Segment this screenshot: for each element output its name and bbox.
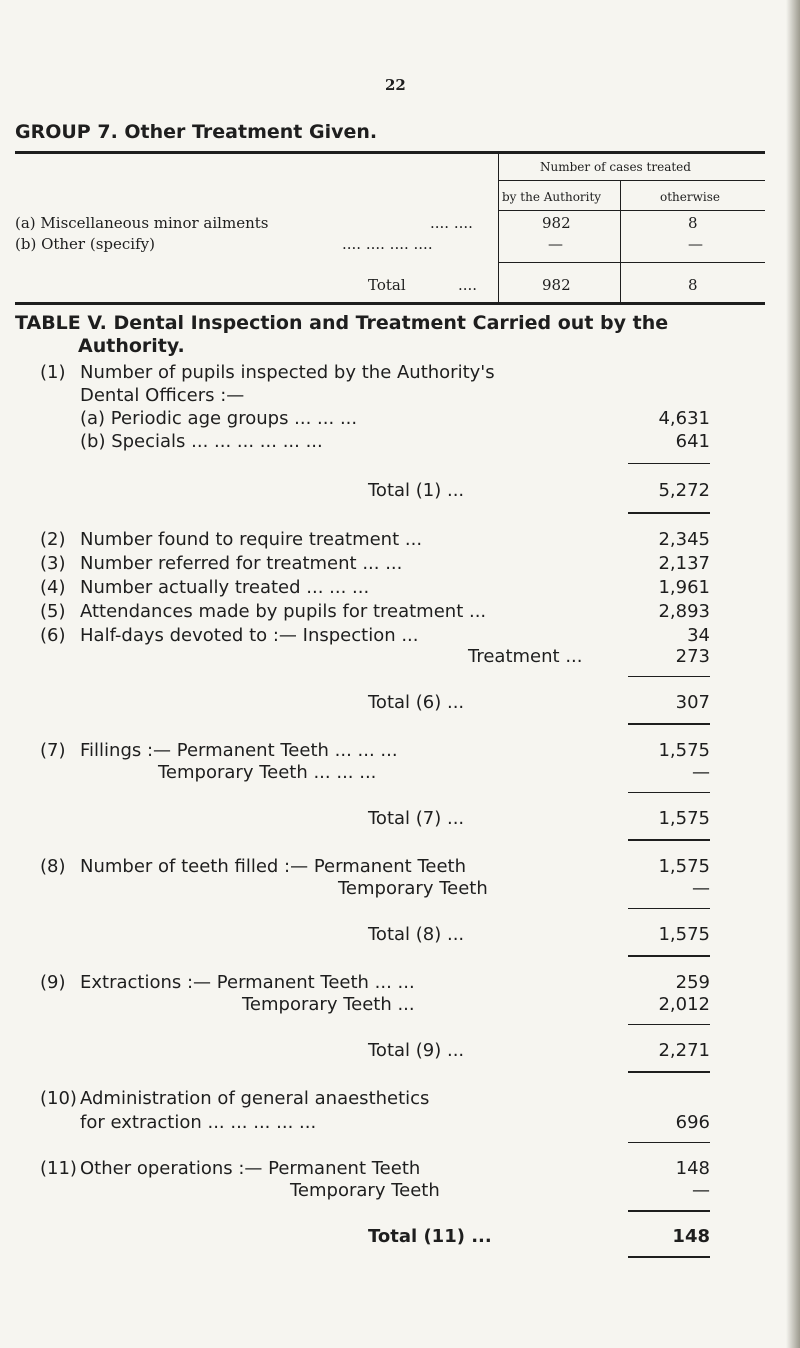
group7-bottom-rule xyxy=(15,302,765,305)
item-3-num: (3) xyxy=(40,553,66,574)
item-1b-text: (b) Specials ... ... ... ... ... ... xyxy=(80,431,323,452)
group7-row-a-authority: 982 xyxy=(542,214,571,232)
total-7-value: 1,575 xyxy=(658,808,710,829)
item-7-permanent-value: 1,575 xyxy=(658,740,710,761)
page-number: 22 xyxy=(385,76,406,94)
item-6-treatment-value: 273 xyxy=(675,646,710,667)
item-8-temporary-label: Temporary Teeth xyxy=(338,878,488,899)
group7-header-rule xyxy=(498,180,765,181)
item-9-text: Extractions :— Permanent Teeth ... ... xyxy=(80,972,415,993)
group7-row-b-label: (b) Other (specify) xyxy=(15,235,155,253)
item-5-text: Attendances made by pupils for treatment ... xyxy=(80,601,487,622)
item-1-text-cont: Dental Officers :— xyxy=(80,385,245,406)
group7-top-rule xyxy=(15,151,765,154)
total-8-value: 1,575 xyxy=(658,924,710,945)
total-1-rule xyxy=(628,463,710,464)
item-5-num: (5) xyxy=(40,601,66,622)
total-7-label: Total (7) ... xyxy=(368,808,465,829)
group7-subheader-rule xyxy=(498,210,765,211)
total-11-label: Total (11) ... xyxy=(368,1226,492,1247)
total-1-underline xyxy=(628,512,710,514)
total-8-label: Total (8) ... xyxy=(368,924,465,945)
item-1b-value: 641 xyxy=(675,431,710,452)
item-10-num: (10) xyxy=(40,1088,77,1109)
table5-title-line1: TABLE V. Dental Inspection and Treatment Carried out by the xyxy=(15,312,669,334)
total-9-label: Total (9) ... xyxy=(368,1040,465,1061)
group7-total-label: Total xyxy=(368,276,406,294)
total-9-rule xyxy=(628,1024,710,1025)
item-9-temporary-label: Temporary Teeth ... xyxy=(242,994,415,1015)
item-7-temporary-label: Temporary Teeth ... ... ... xyxy=(158,762,377,783)
item-1-num: (1) xyxy=(40,362,66,383)
item-11-top-rule xyxy=(628,1142,710,1143)
group7-header-main: Number of cases treated xyxy=(540,160,691,174)
total-7-rule xyxy=(628,792,710,793)
total-6-label: Total (6) ... xyxy=(368,692,465,713)
total-11-rule xyxy=(628,1210,710,1212)
total-11-value: 148 xyxy=(672,1226,710,1247)
page-edge-shadow xyxy=(786,0,800,1348)
total-6-rule xyxy=(628,676,710,677)
item-2-num: (2) xyxy=(40,529,66,550)
item-10-text-cont: for extraction ... ... ... ... ... xyxy=(80,1112,317,1133)
group7-row-b-otherwise: — xyxy=(688,235,703,253)
item-1a-text: (a) Periodic age groups ... ... ... xyxy=(80,408,358,429)
table5-title-line2: Authority. xyxy=(78,335,185,357)
item-1-text: Number of pupils inspected by the Authority's xyxy=(80,362,495,383)
item-8-text: Number of teeth filled :— Permanent Teeth xyxy=(80,856,466,877)
item-6-treatment-label: Treatment ... xyxy=(468,646,583,667)
group7-col-authority-header: by the Authority xyxy=(502,190,602,204)
group7-row-b-dots: .... .... .... .... xyxy=(342,235,433,253)
item-10-text: Administration of general anaesthetics xyxy=(80,1088,430,1109)
group7-row-b-authority: — xyxy=(548,235,563,253)
item-11-temporary-value: — xyxy=(692,1180,710,1201)
group7-col-otherwise-header: otherwise xyxy=(660,190,720,204)
group7-row-a-otherwise: 8 xyxy=(688,214,698,232)
total-1-label: Total (1) ... xyxy=(368,480,465,501)
group7-col-divider-mid xyxy=(620,180,621,302)
item-1a-value: 4,631 xyxy=(658,408,710,429)
total-1-value: 5,272 xyxy=(658,480,710,501)
item-11-num: (11) xyxy=(40,1158,77,1179)
total-9-value: 2,271 xyxy=(658,1040,710,1061)
item-7-temporary-value: — xyxy=(692,762,710,783)
group7-col-divider-left xyxy=(498,152,499,302)
group-7-title: GROUP 7. Other Treatment Given. xyxy=(15,121,378,143)
total-11-underline xyxy=(628,1256,710,1258)
group7-total-dots: .... xyxy=(458,276,478,294)
group7-total-rule xyxy=(498,262,765,263)
item-4-num: (4) xyxy=(40,577,66,598)
total-8-underline xyxy=(628,955,710,957)
item-3-text: Number referred for treatment ... ... xyxy=(80,553,403,574)
group7-total-authority: 982 xyxy=(542,276,571,294)
item-2-value: 2,345 xyxy=(658,529,710,550)
total-8-rule xyxy=(628,908,710,909)
item-6-text: Half-days devoted to :— Inspection ... xyxy=(80,625,419,646)
group7-row-a-dots: .... .... xyxy=(430,214,473,232)
group7-total-otherwise: 8 xyxy=(688,276,698,294)
item-4-text: Number actually treated ... ... ... xyxy=(80,577,370,598)
item-11-permanent-value: 148 xyxy=(675,1158,710,1179)
item-9-temporary-value: 2,012 xyxy=(658,994,710,1015)
item-5-value: 2,893 xyxy=(658,601,710,622)
item-11-text: Other operations :— Permanent Teeth xyxy=(80,1158,421,1179)
item-10-value: 696 xyxy=(675,1112,710,1133)
item-7-text: Fillings :— Permanent Teeth ... ... ... xyxy=(80,740,398,761)
item-8-permanent-value: 1,575 xyxy=(658,856,710,877)
item-2-text: Number found to require treatment ... xyxy=(80,529,423,550)
total-9-underline xyxy=(628,1071,710,1073)
item-9-permanent-value: 259 xyxy=(675,972,710,993)
item-3-value: 2,137 xyxy=(658,553,710,574)
item-9-num: (9) xyxy=(40,972,66,993)
item-8-num: (8) xyxy=(40,856,66,877)
item-11-temporary-label: Temporary Teeth xyxy=(290,1180,440,1201)
total-6-value: 307 xyxy=(675,692,710,713)
item-4-value: 1,961 xyxy=(658,577,710,598)
item-7-num: (7) xyxy=(40,740,66,761)
total-6-underline xyxy=(628,723,710,725)
item-6-num: (6) xyxy=(40,625,66,646)
group7-row-a-label: (a) Miscellaneous minor ailments xyxy=(15,214,269,232)
item-6-inspection-value: 34 xyxy=(687,625,710,646)
total-7-underline xyxy=(628,839,710,841)
item-8-temporary-value: — xyxy=(692,878,710,899)
